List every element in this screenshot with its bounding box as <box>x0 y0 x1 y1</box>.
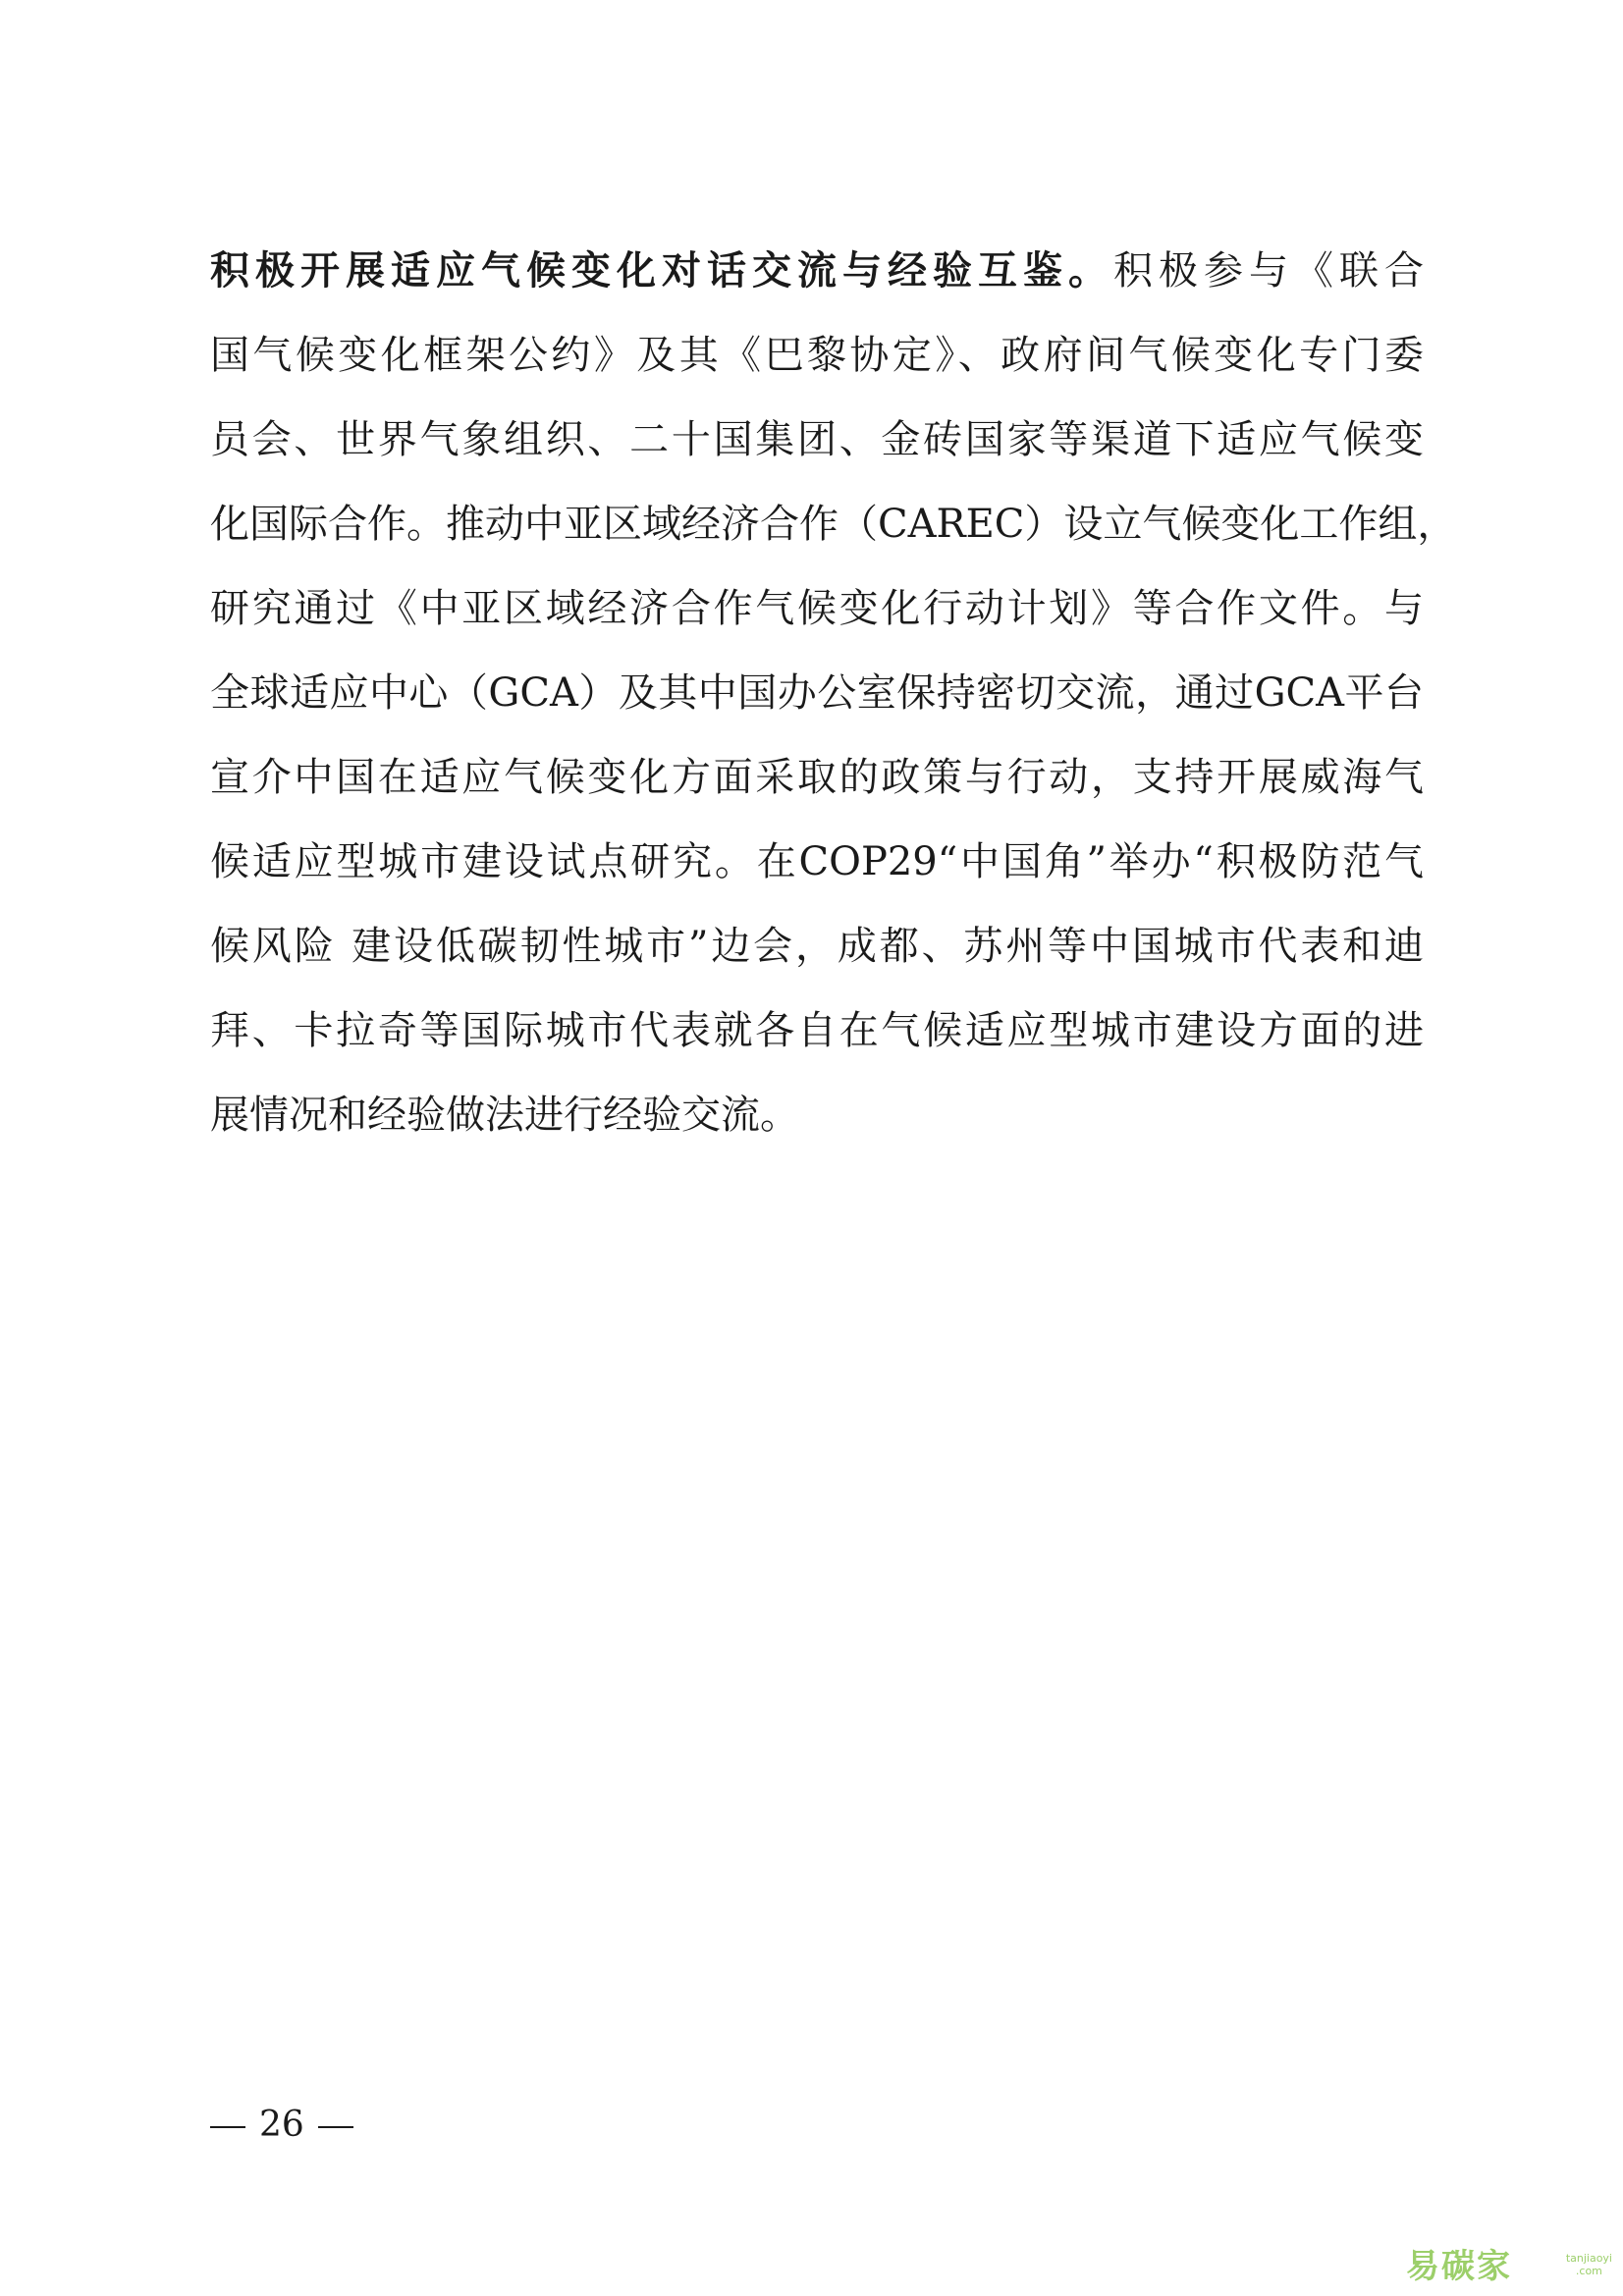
paragraph-line-11: 展情况和经验做法进行经验交流。 <box>210 1093 799 1138</box>
page-number: 26 <box>259 2105 304 2145</box>
paragraph-line-9: 候风险 建设低碳韧性城市”边会，成都、苏州等中国城市代表和迪 <box>210 924 1424 969</box>
page-footer <box>210 2101 367 2150</box>
paragraph-line-2: 国气候变化框架公约》及其《巴黎协定》、政府间气候变化专门委 <box>210 333 1424 378</box>
paragraph-line-1-rest: 积极参与《联合 <box>1113 248 1424 294</box>
paragraph-line-6: 全球适应中心（GCA）及其中国办公室保持密切交流，通过GCA平台 <box>210 670 1424 716</box>
watermark-domain <box>1566 2252 1612 2277</box>
watermark-brand: 易碳家 <box>1406 2247 1512 2286</box>
body-paragraph <box>210 229 1457 1157</box>
paragraph-line-1 <box>210 229 1424 313</box>
paragraph-line-7: 宣介中国在适应气候变化方面采取的政策与行动，支持开展威海气 <box>210 755 1424 800</box>
paragraph-line-8: 候适应型城市建设试点研究。在COP29“中国角”举办“积极防范气 <box>210 839 1424 884</box>
watermark-logo <box>1406 2244 1612 2289</box>
footer-dash-left <box>210 2126 245 2128</box>
watermark-domain-line2: .com <box>1575 2265 1602 2277</box>
paragraph-line-4: 化国际合作。推动中亚区域经济合作（CAREC）设立气候变化工作组， <box>210 502 1457 547</box>
footer-dash-right <box>318 2126 353 2128</box>
watermark-domain-line1: tanjiaoyi <box>1565 2252 1612 2265</box>
paragraph-line-10: 拜、卡拉奇等国际城市代表就各自在气候适应型城市建设方面的进 <box>210 1008 1424 1053</box>
paragraph-line-3: 员会、世界气象组织、二十国集团、金砖国家等渠道下适应气候变 <box>210 417 1424 462</box>
bold-lead-sentence: 积极开展适应气候变化对话交流与经验互鉴。 <box>210 247 1113 294</box>
paragraph-line-5: 研究通过《中亚区域经济合作气候变化行动计划》等合作文件。与 <box>210 586 1424 631</box>
